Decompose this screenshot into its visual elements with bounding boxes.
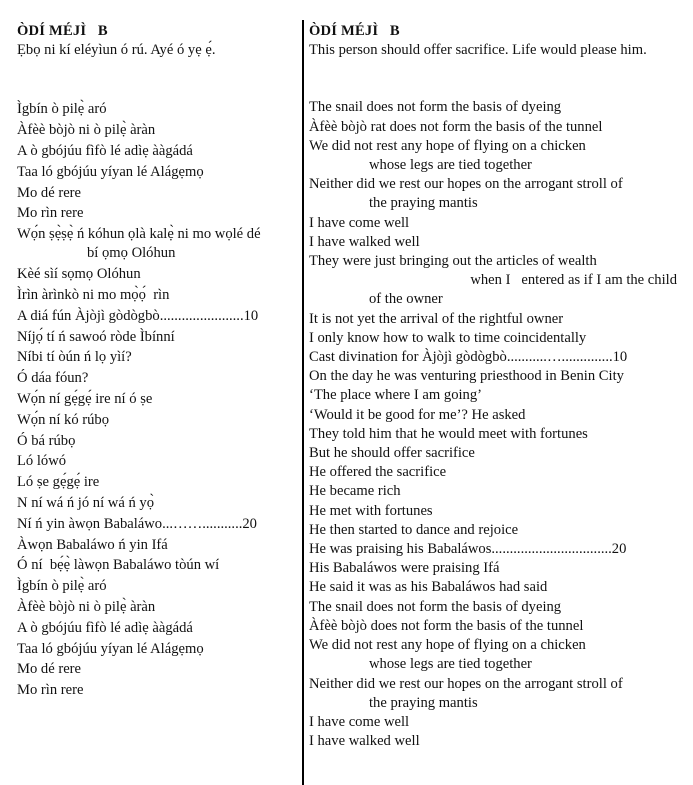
verse-line-indented: the praying mantis: [369, 195, 478, 212]
verse-line: Àfèè bòjò does not form the basis of the tunnel: [309, 617, 584, 634]
verse-line: Mo dé rere: [17, 184, 82, 201]
verse-line: Àfèè bòjò ni ò pilẹ̀ àràn: [17, 598, 156, 615]
verse-line: Neither did we rest our hopes on the arrogant stroll of: [309, 176, 623, 193]
english-column: [309, 22, 677, 751]
verse-line: Níbi tí òún ń lọ yìí?: [17, 349, 132, 366]
verse-line: He met with fortunes: [309, 502, 433, 519]
verse-line: I have walked well: [309, 733, 420, 750]
verse-line-right: when I entered as if I am the child: [470, 272, 677, 289]
verse-line: He was praising his Babaláwos.................................20: [309, 541, 627, 558]
verse-line: I have come well: [309, 713, 410, 730]
verse-line: Cast divination for Àjòjì gòdògbò...........…..............10: [309, 349, 628, 366]
verse-line: Ìrìn àrìnkò ni mo mọ̀ọ́ rìn: [17, 286, 170, 303]
verse-line: Ní ń yin àwọn Babaláwo...……...........20: [17, 515, 257, 532]
verse-line: I have come well: [309, 214, 410, 231]
verse-line: A diá fún Àjòjì gòdògbò.......................10: [17, 307, 259, 324]
verse-line: Ó bá rúbọ: [17, 432, 76, 449]
verse-line: Kèé sìí sọmọ Olóhun: [17, 266, 141, 283]
verse-line: On the day he was venturing priesthood in Benin City: [309, 368, 624, 385]
verse-line: We did not rest any hope of flying on a chicken: [309, 637, 586, 654]
verse-line: Wọ́n ní gẹ́gẹ́ ire ní ó ṣe: [17, 390, 153, 407]
verse-line: He said it was as his Babaláwos had said: [309, 579, 548, 596]
yoruba-intro: Ẹbọ ni kí eléyìun ó rú. Ayé ó yẹ ẹ́.: [17, 42, 216, 59]
verse-line-indented: of the owner: [369, 291, 443, 308]
verse-line: Ó ní bẹ́ẹ̀ làwọn Babaláwo tòún wí: [17, 557, 220, 574]
verse-line: I only know how to walk to time coincidentally: [309, 329, 587, 346]
english-heading: ÒDÍ MÉJÌ B: [309, 23, 400, 39]
verse-line: He offered the sacrifice: [309, 464, 447, 481]
verse-line: Àfèè bòjò rat does not form the basis of the tunnel: [309, 118, 603, 135]
verse-line: Mo rìn rere: [17, 205, 84, 222]
verse-line: The snail does not form the basis of dyeing: [309, 598, 562, 615]
column-divider: [302, 20, 304, 785]
verse-line: He became rich: [309, 483, 401, 500]
verse-line: Ó dáa fóun?: [17, 370, 89, 387]
verse-line: Ló ṣe gẹ́gẹ́ ire: [17, 474, 100, 491]
verse-line-indented: the praying mantis: [369, 694, 478, 711]
verse-line: But he should offer sacrifice: [309, 445, 475, 462]
verse-line: ‘Would it be good for me’? He asked: [309, 406, 526, 423]
verse-line: N ní wá ń jó ní wá ń yọ̀: [17, 494, 155, 511]
verse-line: Mo dé rere: [17, 661, 82, 678]
verse-line: The snail does not form the basis of dyeing: [309, 99, 562, 116]
yoruba-heading: ÒDÍ MÉJÌ B: [17, 23, 108, 39]
verse-line: Ló lówó: [17, 453, 67, 470]
verse-line: Taa ló gbójúu yíyan lé Alágẹmọ: [17, 640, 204, 657]
verse-line: Ìgbín ò pilẹ̀ aró: [17, 578, 107, 595]
verse-line: I have walked well: [309, 233, 420, 250]
verse-line: Wọ́n ní kó rúbọ: [17, 411, 110, 428]
english-intro: This person should offer sacrifice. Life would please him.: [309, 42, 647, 59]
verse-line: Neither did we rest our hopes on the arrogant stroll of: [309, 675, 623, 692]
verse-line: Wọ́n ṣẹ̀ṣẹ̀ ń kóhun ọlà kalẹ̀ ni mo wọlé dé: [17, 226, 261, 243]
verse-line: He then started to dance and rejoice: [309, 521, 519, 538]
verse-line: They were just bringing out the articles of wealth: [309, 253, 597, 270]
verse-line: Àfèè bòjò ni ò pilẹ̀ àràn: [17, 122, 156, 139]
verse-line: Àwọn Babaláwo ń yin Ifá: [17, 536, 168, 553]
verse-line: Mo rìn rere: [17, 682, 84, 699]
verse-line: Níjọ́ tí ń sawoó ròde Ìbínní: [17, 328, 175, 345]
verse-line: They told him that he would meet with fortunes: [309, 425, 588, 442]
verse-line: Taa ló gbójúu yíyan lé Alágẹmọ: [17, 163, 204, 180]
verse-line: Ìgbín ò pilẹ̀ aró: [17, 101, 107, 118]
verse-line: A ò gbójúu fìfò lé adìẹ ààgádá: [17, 619, 193, 636]
verse-line: A ò gbójúu fìfò lé adìẹ ààgádá: [17, 143, 193, 159]
yoruba-column: [17, 22, 301, 700]
verse-line: ‘The place where I am going’: [309, 387, 483, 404]
verse-line: We did not rest any hope of flying on a chicken: [309, 137, 586, 154]
verse-line-indented: whose legs are tied together: [369, 157, 532, 174]
verse-line-indented: bí ọmọ Olóhun: [87, 245, 176, 262]
verse-line: It is not yet the arrival of the rightful owner: [309, 310, 564, 327]
verse-line-indented: whose legs are tied together: [369, 656, 532, 673]
verse-line: His Babaláwos were praising Ifá: [309, 560, 500, 577]
